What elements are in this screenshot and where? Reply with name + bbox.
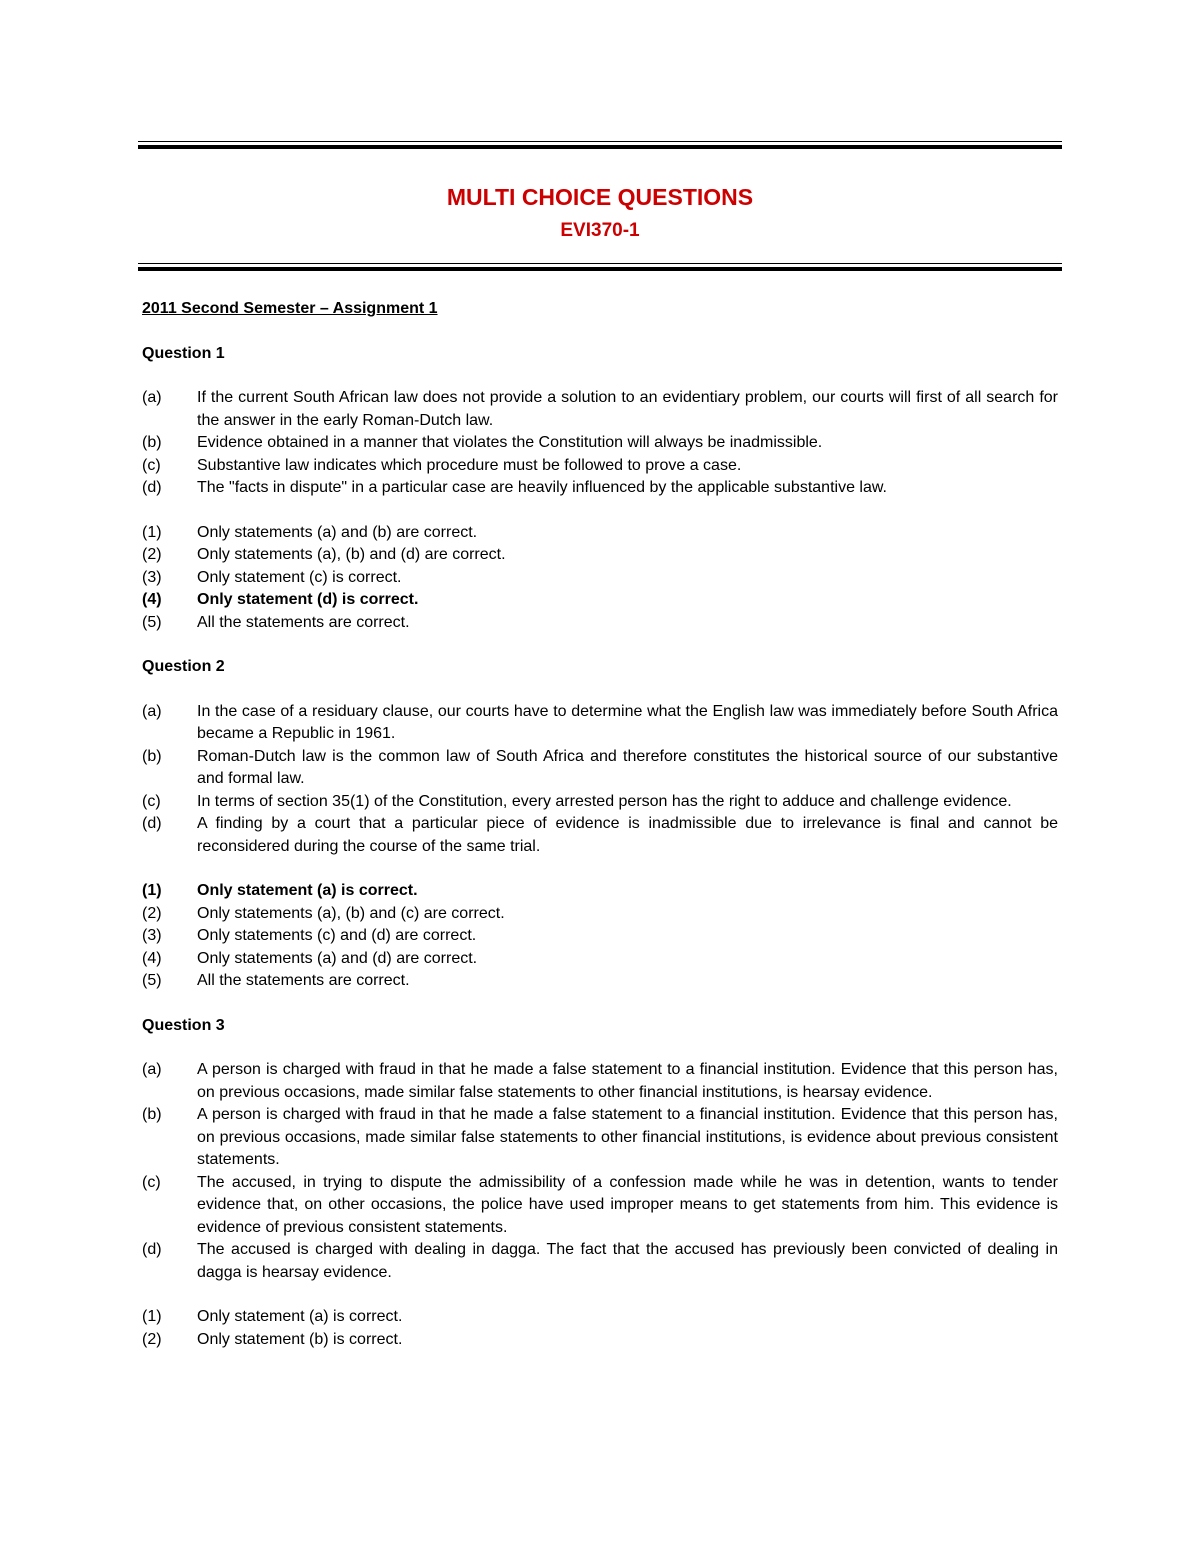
option-label: (1) (142, 882, 162, 899)
thick-rule-line (138, 145, 1062, 149)
option-label: (4) (142, 949, 162, 967)
option-text: All the statements are correct. (197, 613, 410, 631)
option-label: (2) (142, 546, 162, 563)
statement-label: (c) (142, 1173, 161, 1191)
statement-label: (d) (142, 815, 162, 832)
answer-option-list (142, 880, 1058, 993)
question-2 (142, 656, 1058, 1015)
option-text: Only statement (d) is correct. (197, 591, 419, 608)
option-label: (5) (142, 972, 162, 989)
option-text: Only statement (a) is correct. (197, 882, 418, 899)
header-bottom-rule (138, 263, 1062, 271)
statement-label: (a) (142, 702, 162, 720)
statement-text: In the case of a residuary clause, our courts have to determine what the English law was immediately before South Africa became a Republic in 1961. (197, 702, 1058, 742)
statement-item (142, 1059, 1058, 1104)
statement-label: (b) (142, 434, 162, 451)
option-text: Only statements (a) and (d) are correct. (197, 949, 478, 967)
statement-item (142, 455, 1058, 478)
statement-text: Roman-Dutch law is the common law of South Africa and therefore constitutes the historical source of our substantive and formal law. (197, 747, 1058, 787)
statement-text: In terms of section 35(1) of the Constitution, every arrested person has the right to adduce and challenge evidence. (197, 792, 1012, 810)
option-text: Only statement (c) is correct. (197, 568, 402, 586)
statement-list (142, 387, 1058, 500)
statement-text: The accused, in trying to dispute the admissibility of a confession made while he was in detention, wants to tender evidence that, on other occasions, the police have used improper means to get statements from him. This evidence is evidence of previous consistent statements. (197, 1173, 1058, 1236)
statement-item (142, 813, 1058, 858)
answer-option (142, 970, 1058, 993)
answer-option (142, 1329, 1058, 1352)
statement-item (142, 477, 1058, 500)
answer-option (142, 544, 1058, 567)
statement-item (142, 432, 1058, 455)
statement-item (142, 1104, 1058, 1172)
correct-answer-option (142, 880, 1058, 903)
statement-text: A person is charged with fraud in that he made a false statement to a financial institution. Evidence that this person has, on previous occasions, made similar false statements to other financial institutions, is hearsay evidence. (197, 1061, 1058, 1101)
statement-item (142, 791, 1058, 814)
correct-answer-option (142, 589, 1058, 612)
thick-rule-line (138, 267, 1062, 271)
answer-option (142, 903, 1058, 926)
option-text: Only statements (a), (b) and (c) are correct. (197, 904, 505, 922)
statement-label: (c) (142, 456, 161, 474)
option-text: Only statements (a), (b) and (d) are correct. (197, 546, 506, 563)
option-text: Only statements (a) and (b) are correct. (197, 523, 478, 541)
statement-label: (c) (142, 792, 161, 810)
statement-text: Evidence obtained in a manner that violates the Constitution will always be inadmissible. (197, 434, 823, 451)
course-code: EVI370-1 (560, 220, 640, 241)
question-heading: Question 1 (142, 344, 225, 362)
statement-list (142, 1059, 1058, 1284)
answer-option (142, 948, 1058, 971)
statement-item (142, 1172, 1058, 1240)
option-text: Only statements (c) and (d) are correct. (197, 927, 477, 944)
statement-text: A person is charged with fraud in that he made a false statement to a financial institution. Evidence that this person has, on previous occasions, made similar false statements to other financial institutions, is evidence about previous consistent statements. (197, 1106, 1058, 1168)
statement-label: (b) (142, 1106, 162, 1123)
option-label: (5) (142, 613, 162, 631)
answer-option (142, 612, 1058, 635)
question-1 (142, 343, 1058, 657)
statement-item (142, 1239, 1058, 1284)
assignment-heading: 2011 Second Semester – Assignment 1 (142, 300, 438, 317)
answer-option (142, 925, 1058, 948)
answer-option-list (142, 522, 1058, 635)
document-body (142, 298, 1058, 1351)
document-title: MULTI CHOICE QUESTIONS (446, 184, 754, 210)
statement-item (142, 701, 1058, 746)
statement-text: The accused is charged with dealing in dagga. The fact that the accused has previously been convicted of dealing in dagga is hearsay evidence. (197, 1241, 1058, 1281)
statement-label: (a) (142, 389, 162, 406)
question-3 (142, 1015, 1058, 1352)
answer-option (142, 567, 1058, 590)
question-heading: Question 2 (142, 658, 225, 675)
statement-text: A finding by a court that a particular piece of evidence is inadmissible due to irrelevance is final and cannot be reconsidered during the course of the same trial. (197, 815, 1058, 855)
option-label: (2) (142, 1330, 162, 1348)
option-label: (3) (142, 568, 162, 586)
answer-option (142, 1306, 1058, 1329)
statement-text: Substantive law indicates which procedure must be followed to prove a case. (197, 456, 742, 474)
option-label: (3) (142, 927, 162, 944)
option-text: Only statement (a) is correct. (197, 1308, 403, 1325)
statement-label: (d) (142, 1241, 162, 1258)
option-label: (1) (142, 1308, 162, 1325)
option-label: (4) (142, 591, 162, 608)
option-text: All the statements are correct. (197, 972, 410, 989)
answer-option (142, 522, 1058, 545)
statement-label: (b) (142, 747, 162, 765)
option-label: (2) (142, 904, 162, 922)
statement-text: The "facts in dispute" in a particular case are heavily influenced by the applicable substantive law. (197, 479, 887, 496)
option-label: (1) (142, 523, 162, 541)
header-top-rule (138, 141, 1062, 149)
answer-option-list (142, 1306, 1058, 1351)
statement-item (142, 746, 1058, 791)
statement-text: If the current South African law does not provide a solution to an evidentiary problem, our courts will first of all search for the answer in the early Roman-Dutch law. (197, 389, 1058, 429)
option-text: Only statement (b) is correct. (197, 1330, 403, 1348)
statement-item (142, 387, 1058, 432)
statement-label: (d) (142, 479, 162, 496)
statement-list (142, 701, 1058, 859)
question-heading: Question 3 (142, 1016, 225, 1034)
statement-label: (a) (142, 1061, 162, 1078)
